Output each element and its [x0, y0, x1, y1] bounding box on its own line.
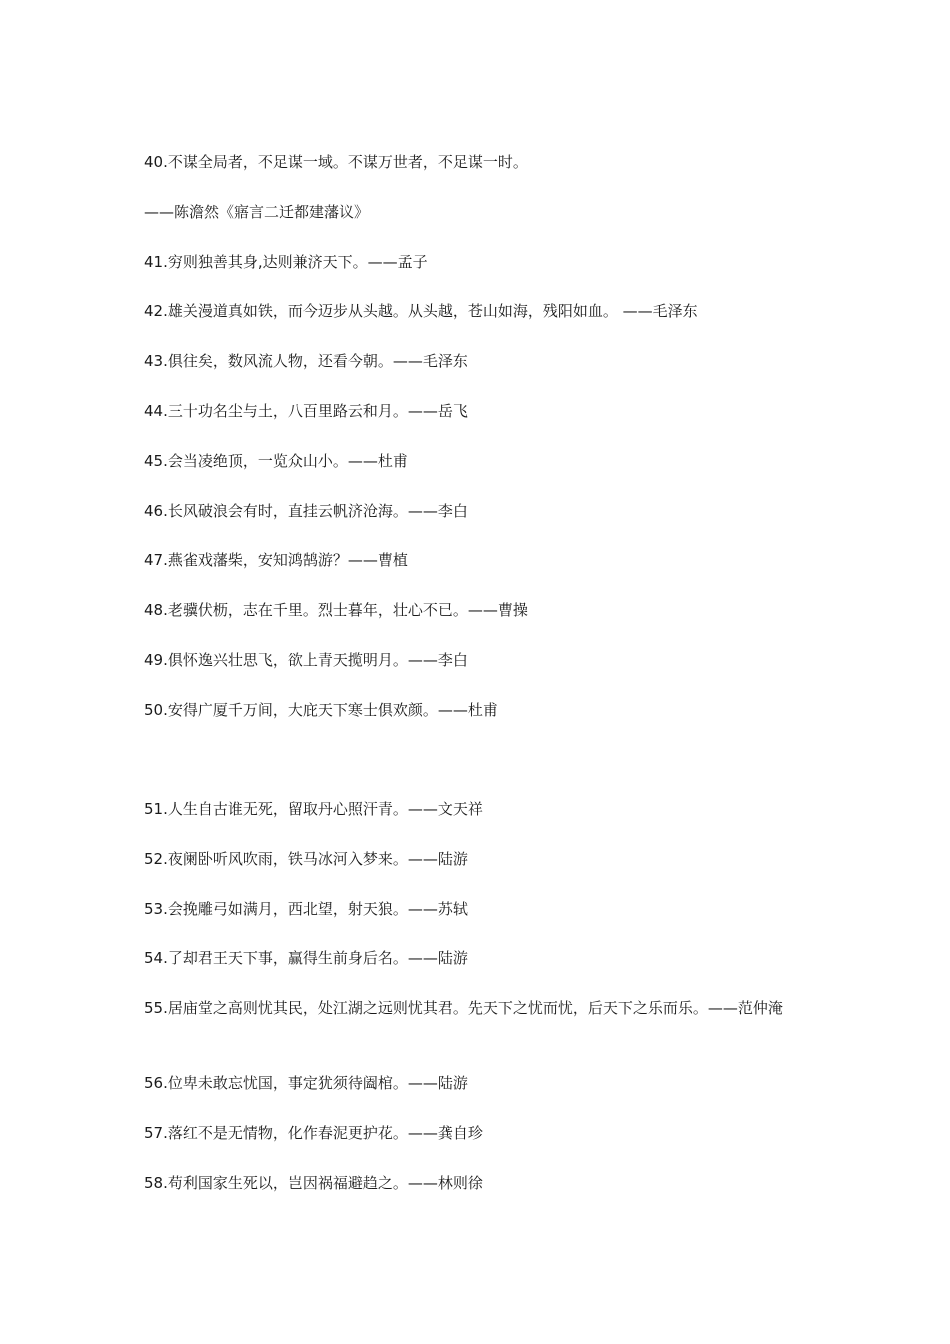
- quote-line-49: 49.俱怀逸兴壮思飞，欲上青天揽明月。——李白: [144, 651, 468, 669]
- quote-line-40: 40.不谋全局者，不足谋一域。不谋万世者，不足谋一时。: [144, 153, 528, 171]
- quote-line-48: 48.老骥伏枥，志在千里。烈士暮年，壮心不已。——曹操: [144, 601, 528, 619]
- quote-line-57: 57.落红不是无情物，化作春泥更护花。——龚自珍: [144, 1124, 483, 1142]
- quote-attribution-40: ——陈澹然《寤言二迁都建藩议》: [144, 203, 370, 221]
- quote-line-53: 53.会挽雕弓如满月，西北望，射天狼。——苏轼: [144, 900, 468, 918]
- quote-line-44: 44.三十功名尘与土，八百里路云和月。——岳飞: [144, 402, 468, 420]
- quote-line-55: 55.居庙堂之高则忧其民，处江湖之远则忧其君。先天下之忧而忧，后天下之乐而乐。——范仲淹: [144, 999, 783, 1017]
- quote-line-51: 51.人生自古谁无死，留取丹心照汗青。——文天祥: [144, 800, 483, 818]
- quote-line-42: 42.雄关漫道真如铁，而今迈步从头越。从头越，苍山如海，残阳如血。 ——毛泽东: [144, 302, 698, 320]
- quote-line-58: 58.苟利国家生死以，岂因祸福避趋之。——林则徐: [144, 1174, 483, 1192]
- quote-line-47: 47.燕雀戏藩柴，安知鸿鹄游？——曹植: [144, 551, 408, 569]
- quote-line-54: 54.了却君王天下事，赢得生前身后名。——陆游: [144, 949, 468, 967]
- quote-line-43: 43.俱往矣，数风流人物，还看今朝。——毛泽东: [144, 352, 468, 370]
- quote-line-46: 46.长风破浪会有时，直挂云帆济沧海。——李白: [144, 502, 468, 520]
- quote-line-56: 56.位卑未敢忘忧国，事定犹须待阖棺。——陆游: [144, 1074, 468, 1092]
- quote-line-41: 41.穷则独善其身,达则兼济天下。——孟子: [144, 253, 428, 271]
- quote-line-50: 50.安得广厦千万间，大庇天下寒士俱欢颜。——杜甫: [144, 701, 498, 719]
- quote-line-45: 45.会当凌绝顶，一览众山小。——杜甫: [144, 452, 408, 470]
- quote-line-52: 52.夜阑卧听风吹雨，铁马冰河入梦来。——陆游: [144, 850, 468, 868]
